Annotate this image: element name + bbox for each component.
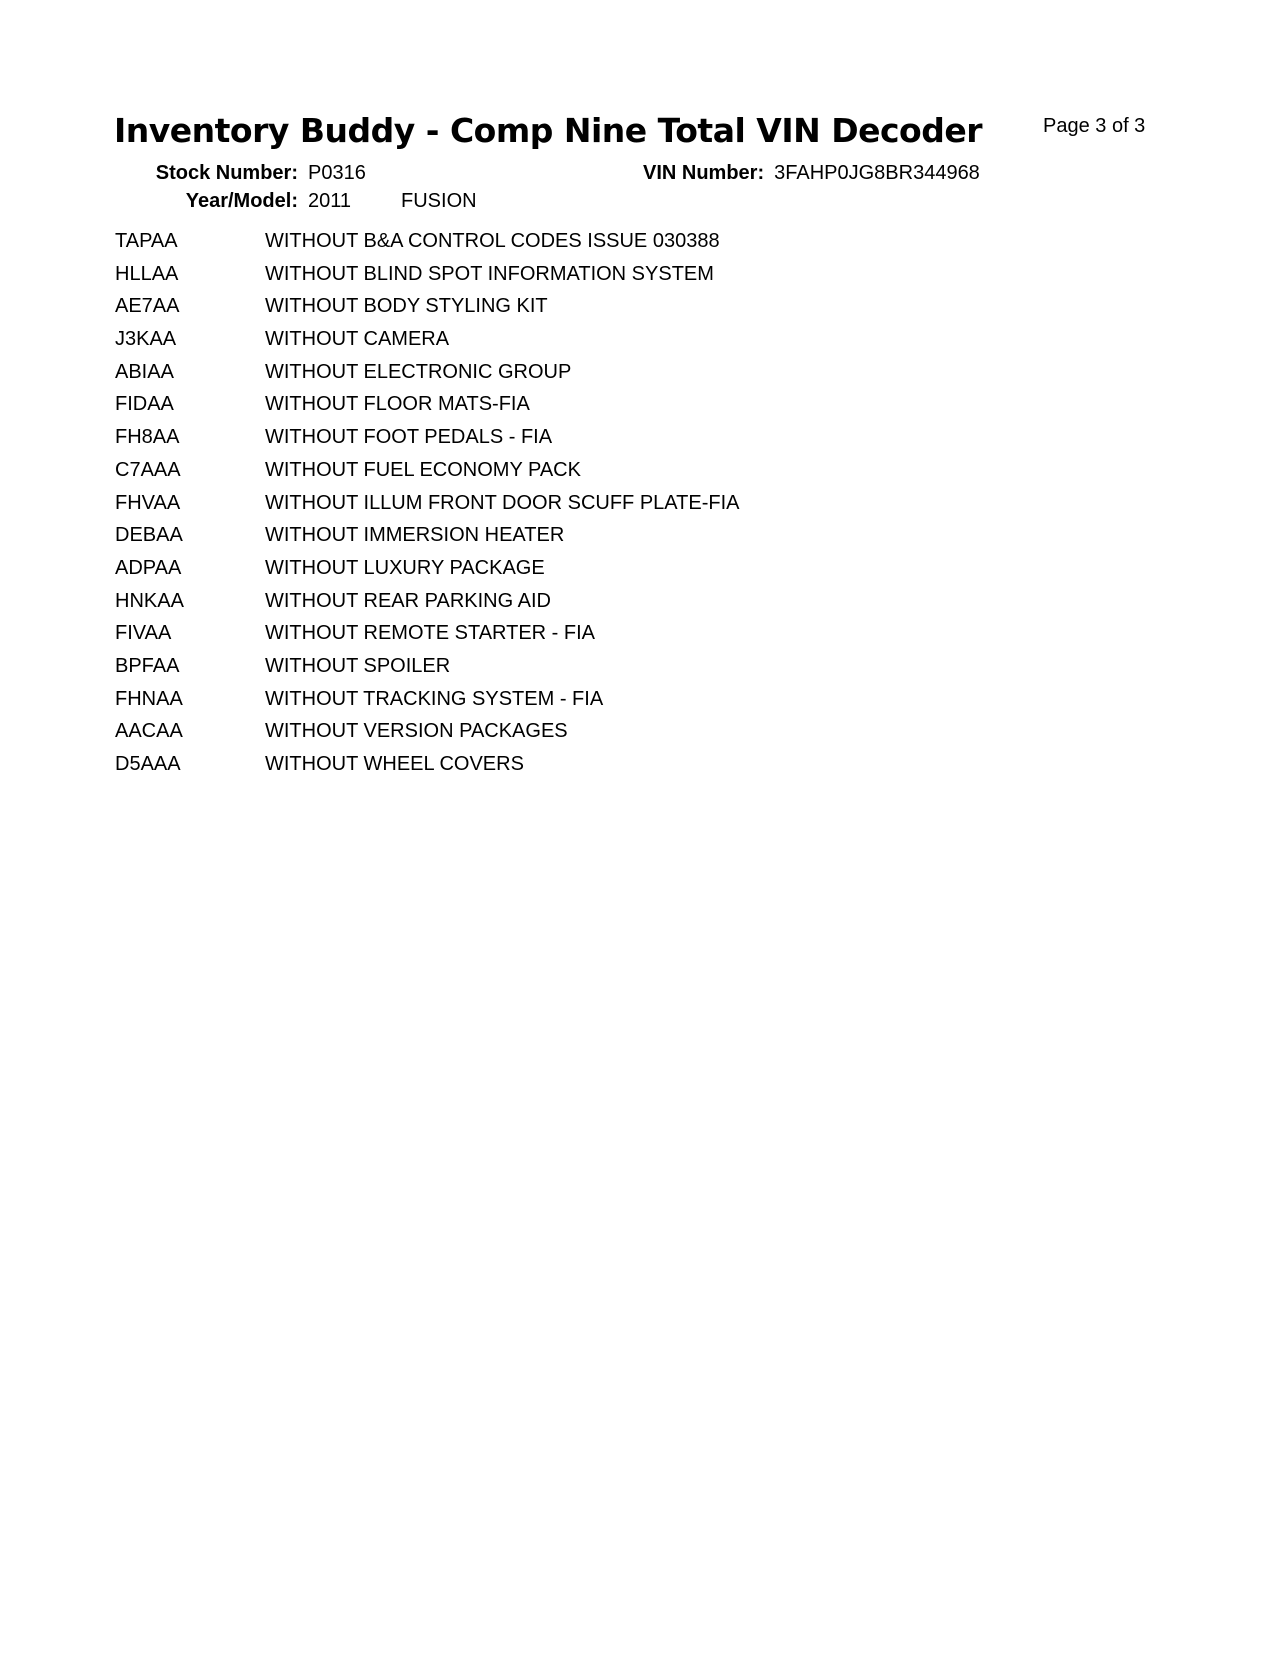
list-item bbox=[115, 621, 739, 654]
option-description: WITHOUT IMMERSION HEATER bbox=[265, 524, 565, 547]
option-code: J3KAA bbox=[115, 328, 177, 351]
list-item bbox=[115, 262, 739, 295]
option-code: FHNAA bbox=[115, 687, 183, 710]
list-item bbox=[115, 589, 739, 622]
option-description: WITHOUT WHEEL COVERS bbox=[265, 753, 524, 775]
vin-number-row bbox=[643, 162, 980, 185]
option-description: WITHOUT FOOT PEDALS - FIA bbox=[265, 426, 553, 449]
list-item bbox=[115, 392, 739, 425]
list-item bbox=[115, 294, 739, 327]
option-code: DEBAA bbox=[115, 524, 183, 547]
option-description: WITHOUT BODY STYLING KIT bbox=[265, 295, 548, 318]
option-code: ABIAA bbox=[115, 360, 174, 383]
option-code: C7AAA bbox=[115, 458, 181, 481]
option-description: WITHOUT REMOTE STARTER - FIA bbox=[265, 622, 595, 645]
list-item bbox=[115, 491, 739, 524]
list-item bbox=[115, 654, 739, 687]
stock-number-label: Stock Number: bbox=[155, 162, 298, 184]
list-item bbox=[115, 523, 739, 556]
option-description: WITHOUT SPOILER bbox=[265, 654, 451, 677]
option-code-list bbox=[115, 229, 739, 785]
option-code: FIVAA bbox=[115, 622, 172, 645]
option-description: WITHOUT FLOOR MATS-FIA bbox=[265, 393, 530, 416]
list-item bbox=[115, 556, 739, 589]
year-model-label: Year/Model: bbox=[185, 190, 298, 212]
model-value: FUSION bbox=[401, 190, 477, 212]
list-item bbox=[115, 360, 739, 393]
option-description: WITHOUT CAMERA bbox=[265, 328, 450, 351]
option-description: WITHOUT REAR PARKING AID bbox=[265, 589, 551, 612]
option-code: BPFAA bbox=[115, 654, 180, 677]
option-description: WITHOUT BLIND SPOT INFORMATION SYSTEM bbox=[265, 262, 714, 285]
option-code: HNKAA bbox=[115, 589, 184, 612]
list-item bbox=[115, 327, 739, 360]
option-code: D5AAA bbox=[115, 753, 181, 775]
page-number: Page 3 of 3 bbox=[1043, 115, 1146, 137]
option-description: WITHOUT ILLUM FRONT DOOR SCUFF PLATE-FIA bbox=[265, 491, 740, 514]
vin-number-label: VIN Number: bbox=[643, 162, 765, 184]
list-item bbox=[115, 458, 739, 491]
option-description: WITHOUT TRACKING SYSTEM - FIA bbox=[265, 687, 604, 710]
option-code: HLLAA bbox=[115, 262, 179, 285]
list-item bbox=[115, 425, 739, 458]
option-description: WITHOUT LUXURY PACKAGE bbox=[265, 556, 545, 579]
list-item bbox=[115, 229, 739, 262]
option-code: FIDAA bbox=[115, 393, 174, 416]
option-description: WITHOUT B&A CONTROL CODES ISSUE 030388 bbox=[265, 230, 720, 252]
option-code: AACAA bbox=[115, 720, 183, 743]
page-title: Inventory Buddy - Comp Nine Total VIN Decoder bbox=[114, 111, 982, 150]
vin-number-value: 3FAHP0JG8BR344968 bbox=[774, 162, 980, 184]
list-item bbox=[115, 719, 739, 752]
option-description: WITHOUT VERSION PACKAGES bbox=[265, 720, 568, 743]
option-code: FH8AA bbox=[115, 426, 180, 449]
option-code: ADPAA bbox=[115, 556, 182, 579]
year-model-row bbox=[118, 190, 477, 213]
list-item bbox=[115, 687, 739, 720]
year-value: 2011 bbox=[308, 190, 352, 212]
option-code: TAPAA bbox=[115, 230, 178, 252]
stock-number-row bbox=[118, 162, 366, 185]
option-code: AE7AA bbox=[115, 295, 180, 318]
stock-number-value: P0316 bbox=[308, 162, 366, 184]
option-description: WITHOUT FUEL ECONOMY PACK bbox=[265, 458, 581, 481]
option-code: FHVAA bbox=[115, 491, 181, 514]
option-description: WITHOUT ELECTRONIC GROUP bbox=[265, 360, 572, 383]
list-item bbox=[115, 752, 739, 785]
